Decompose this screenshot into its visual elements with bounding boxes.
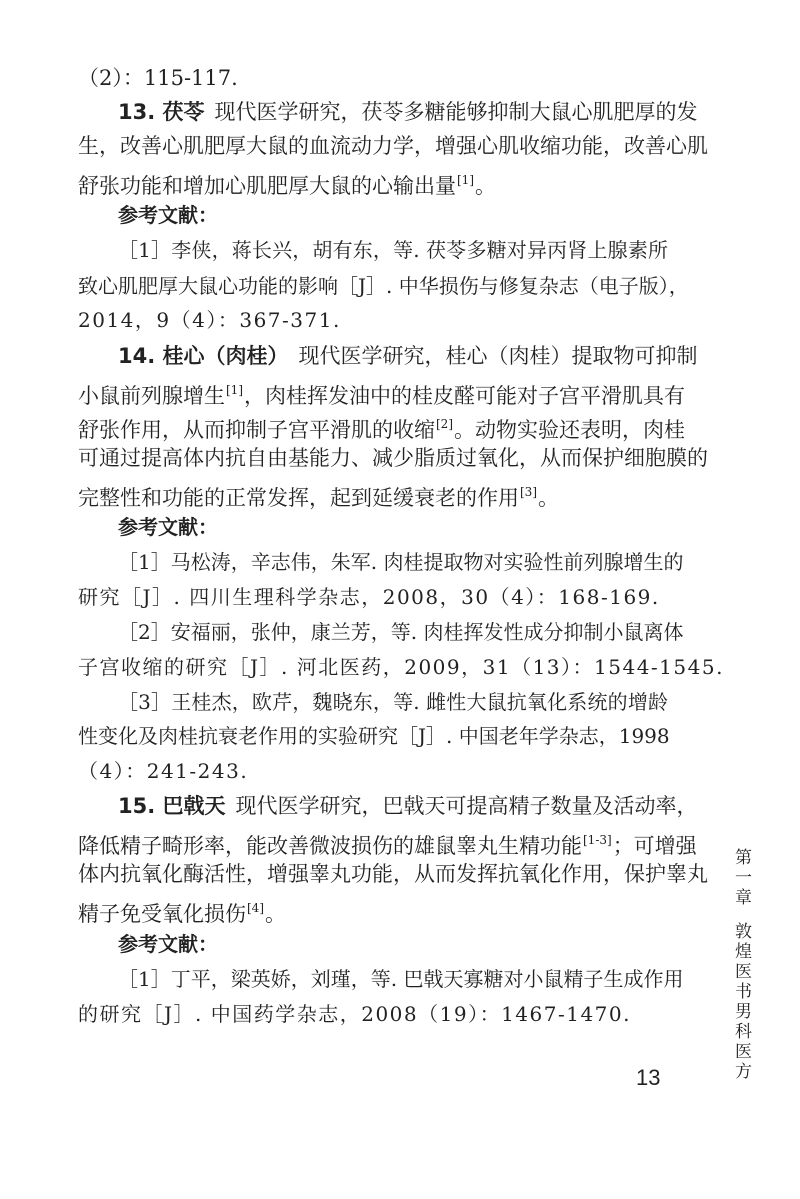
text-span: （4）：241-243.: [78, 759, 249, 783]
section-13-heading-line: [118, 98, 698, 126]
text-span: 的研究［J］. 中国药学杂志，2008（19）：1467-1470.: [78, 1002, 631, 1026]
text-span: ，肉桂挥发油中的桂皮醛可能对子宫平滑肌具有: [244, 384, 685, 408]
text-span: 。: [538, 486, 559, 510]
reference-line: [78, 757, 668, 785]
text-line: [78, 376, 685, 410]
citation: [1]: [226, 383, 243, 397]
citation: [1]: [457, 173, 474, 187]
text-span: 致心肌肥厚大鼠心功能的影响［J］. 中华损伤与修复杂志（电子版），: [78, 274, 689, 298]
text-line: [78, 894, 668, 928]
section-15-heading: 15. 巴戟天: [118, 794, 226, 818]
book-title: 敦煌医书男科医方: [731, 922, 751, 1082]
text-line: [78, 64, 668, 92]
text-span: 2014，9（4）：367-371.: [78, 308, 341, 332]
section-14-heading-line: [118, 342, 698, 370]
text-span: 参考文献：: [118, 932, 218, 956]
section-13-heading: 13. 茯苓: [118, 100, 205, 124]
reference-line: [118, 965, 684, 993]
text-span: 现代医学研究，茯苓多糖能够抑制大鼠心肌肥厚的发: [214, 100, 698, 124]
reference-line: [78, 306, 668, 334]
references-label: [118, 513, 668, 541]
text-span: 降低精子畸形率，能改善微波损伤的雄鼠睾丸生精功能: [78, 834, 582, 858]
text-span: 参考文献：: [118, 203, 218, 227]
text-span: 。: [265, 902, 286, 926]
reference-line: [118, 618, 684, 646]
side-running-header: [728, 848, 754, 1082]
section-15-heading-line: [118, 792, 698, 820]
text-span: 可通过提高体内抗自由基能力、减少脂质过氧化，从而保护细胞膜的: [78, 446, 708, 470]
reference-line: [118, 548, 684, 576]
citation: [1-3]: [583, 833, 612, 847]
text-span: 子宫收缩的研究［J］. 河北医药，2009，31（13）：1544-1545.: [78, 655, 724, 679]
citation: [2]: [436, 417, 453, 431]
page-number: 13: [636, 1065, 661, 1090]
references-label: [118, 930, 668, 958]
text-span: 完整性和功能的正常发挥，起到延缓衰老的作用: [78, 486, 519, 510]
reference-line: [118, 688, 668, 716]
text-span: 。动物实验还表明，肉桂: [454, 418, 685, 442]
reference-line: [78, 583, 668, 611]
reference-line: [118, 236, 668, 264]
text-span: 研究［J］. 四川生理科学杂志，2008，30（4）：168-169.: [78, 585, 660, 609]
reference-line: [78, 722, 668, 750]
text-span: 参考文献：: [118, 515, 218, 539]
text-span: 体内抗氧化酶活性，增强睾丸功能，从而发挥抗氧化作用，保护睾丸: [78, 862, 708, 886]
text-line: [78, 826, 697, 860]
text-line: [78, 166, 668, 200]
text-span: 现代医学研究，巴戟天可提高精子数量及活动率，: [235, 794, 698, 818]
chapter-label: 第一章: [731, 848, 751, 908]
text-span: ［1］马松涛，辛志伟，朱军. 肉桂提取物对实验性前列腺增生的: [118, 550, 684, 574]
text-line: [78, 410, 685, 444]
reference-line: [78, 272, 689, 300]
text-span: 。: [475, 174, 496, 198]
citation: [3]: [520, 485, 537, 499]
text-span: ；可增强: [612, 834, 697, 858]
text-span: （2）：115-117.: [78, 66, 238, 90]
text-line: [78, 132, 708, 160]
text-span: ［1］李侠，蒋长兴，胡有东，等. 茯苓多糖对异丙肾上腺素所: [118, 238, 668, 262]
text-span: 性变化及肉桂抗衰老作用的实验研究［J］. 中国老年学杂志，1998: [78, 724, 670, 748]
text-span: 精子免受氧化损伤: [78, 902, 246, 926]
text-line: [78, 444, 708, 472]
text-line: [78, 478, 668, 512]
text-span: 舒张作用，从而抑制子宫平滑肌的收缩: [78, 418, 435, 442]
references-label: [118, 201, 668, 229]
reference-line: [78, 1000, 668, 1028]
text-span: ［2］安福丽，张仲，康兰芳，等. 肉桂挥发性成分抑制小鼠离体: [118, 620, 684, 644]
citation: [4]: [247, 901, 264, 915]
section-14-heading: 14. 桂心（肉桂）: [118, 344, 289, 368]
text-span: 现代医学研究，桂心（肉桂）提取物可抑制: [298, 344, 698, 368]
text-span: ［3］王桂杰，欧芹，魏晓东，等. 雌性大鼠抗氧化系统的增龄: [118, 690, 668, 714]
text-span: 小鼠前列腺增生: [78, 384, 225, 408]
text-span: ［1］丁平，梁英娇，刘瑾，等. 巴戟天寡糖对小鼠精子生成作用: [118, 967, 684, 991]
reference-line: [78, 653, 724, 681]
text-line: [78, 860, 708, 888]
text-span: 生，改善心肌肥厚大鼠的血流动力学，增强心肌收缩功能，改善心肌: [78, 134, 708, 158]
text-span: 舒张功能和增加心肌肥厚大鼠的心输出量: [78, 174, 456, 198]
